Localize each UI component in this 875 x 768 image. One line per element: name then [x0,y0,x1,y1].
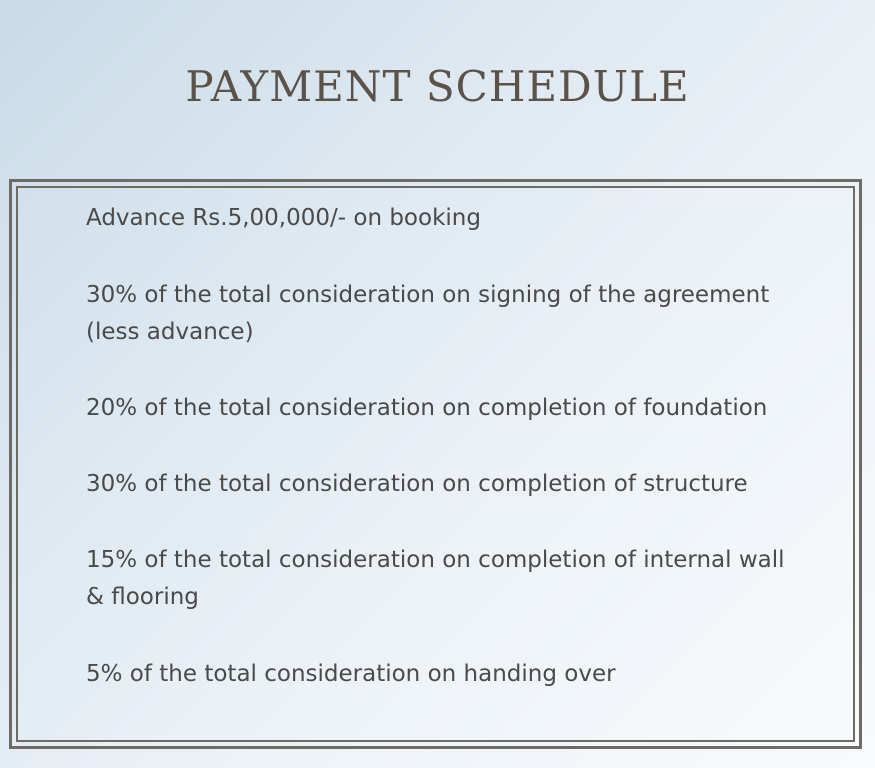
schedule-item-wall-flooring: 15% of the total consideration on completion of internal wall & flooring [86,547,785,610]
schedule-item-structure: 30% of the total consideration on completion of structure [86,471,748,497]
schedule-item-booking: Advance Rs.5,00,000/- on booking [86,205,481,231]
schedule-item-agreement: 30% of the total consideration on signing of the agreement (less advance) [86,282,770,345]
schedule-item-foundation: 20% of the total consideration on completion of foundation [86,395,768,421]
page-title: PAYMENT SCHEDULE [185,62,690,111]
schedule-item-handing-over: 5% of the total consideration on handing over [86,661,616,687]
